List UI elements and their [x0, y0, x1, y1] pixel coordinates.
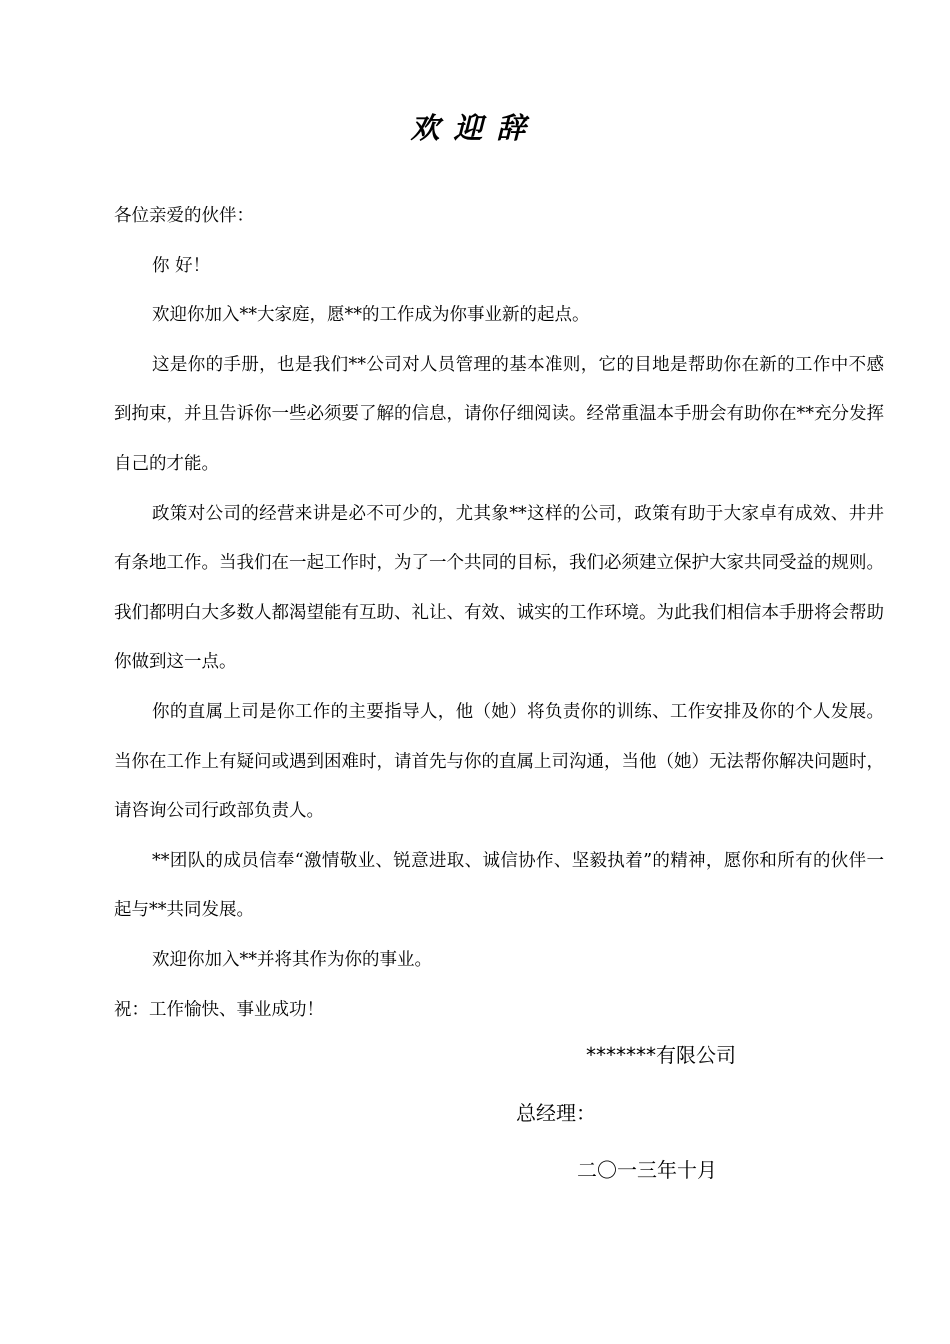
- paragraph: 政策对公司的经营来讲是必不可少的，尤其象**这样的公司，政策有助于大家卓有成效、井井有条地工作。当我们在一起工作时，为了一个共同的目标，我们必须建立保护大家共同受益的规则。我们都明白大多数人都渴望能有互助、礼让、有效、诚实的工作环境。为此我们相信本手册将会帮助你做到这一点。: [114, 503, 884, 673]
- document-title: 欢迎辞: [410, 111, 540, 145]
- closing-wish: 祝：工作愉快、事业成功！: [114, 999, 324, 1020]
- paragraph: 你的直属上司是你工作的主要指导人，他（她）将负责你的训练、工作安排及你的个人发展。当你在工作上有疑问或遇到困难时，请首先与你的直属上司沟通，当他（她）无法帮你解决问题时，请咨询公司行政部负责人。: [114, 701, 884, 822]
- signature-date: 二〇一三年十月: [577, 1158, 717, 1182]
- paragraph: 欢迎你加入**并将其作为你的事业。: [152, 949, 432, 970]
- salutation: 各位亲爱的伙伴：: [114, 206, 254, 226]
- signature-manager: 总经理：: [516, 1101, 596, 1125]
- paragraph: **团队的成员信奉“激情敬业、锐意进取、诚信协作、坚毅执着”的精神，愿你和所有的伙伴一起与**共同发展。: [114, 850, 884, 921]
- paragraph: 这是你的手册，也是我们**公司对人员管理的基本准则，它的目地是帮助你在新的工作中不感到拘束，并且告诉你一些必须要了解的信息，请你仔细阅读。经常重温本手册会有助你在**充分发挥自己的才能。: [114, 354, 884, 474]
- signature-company: *******有限公司: [586, 1043, 736, 1067]
- letter-body: [114, 192, 884, 1035]
- paragraph: 欢迎你加入**大家庭，愿**的工作成为你事业新的起点。: [152, 305, 590, 326]
- greeting: 你 好！: [152, 255, 211, 276]
